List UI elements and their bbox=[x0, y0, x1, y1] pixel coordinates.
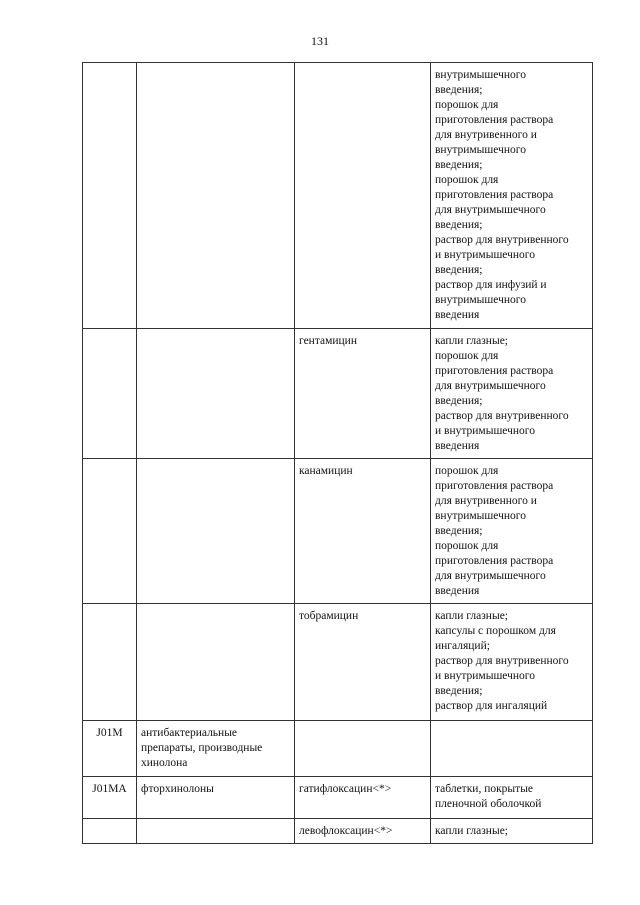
table-row bbox=[83, 604, 593, 721]
dosage-form-line: раствор для внутривенного bbox=[435, 410, 569, 422]
dosage-form-line: введения; bbox=[435, 395, 483, 407]
dosage-form-line: приготовления раствора bbox=[435, 189, 554, 201]
page-number: 131 bbox=[311, 34, 329, 48]
dosage-form-line: для внутримышечного bbox=[435, 204, 546, 216]
dosage-form-line: введения; bbox=[435, 219, 483, 231]
dosage-forms-cell bbox=[431, 459, 593, 604]
dosage-form-line: таблетки, покрытые bbox=[435, 783, 534, 795]
table-body bbox=[83, 63, 593, 844]
dosage-form-line: введения bbox=[435, 309, 480, 321]
group-line: фторхинолоны bbox=[141, 783, 214, 795]
dosage-form-line: введения; bbox=[435, 525, 483, 537]
dosage-form-line: введения bbox=[435, 585, 480, 597]
dosage-form-line: введения; bbox=[435, 159, 483, 171]
dosage-forms-cell bbox=[431, 819, 593, 844]
dosage-form-line: введения bbox=[435, 440, 480, 452]
drug-name-cell: канамицин bbox=[295, 459, 431, 604]
dosage-form-line: введения; bbox=[435, 84, 483, 96]
group-line: препараты, производные bbox=[141, 742, 263, 754]
drug-table bbox=[82, 62, 593, 844]
dosage-form-line: введения; bbox=[435, 685, 483, 697]
drug-name-cell: тобрамицин bbox=[295, 604, 431, 721]
dosage-form-line: раствор для инфузий и bbox=[435, 279, 547, 291]
dosage-form-line: внутримышечного bbox=[435, 144, 526, 156]
atc-code-cell bbox=[83, 459, 137, 604]
group-line: хинолона bbox=[141, 757, 188, 769]
dosage-form-line: и внутримышечного bbox=[435, 249, 535, 261]
dosage-form-line: для внутримышечного bbox=[435, 570, 546, 582]
dosage-forms-cell bbox=[431, 604, 593, 721]
group-cell bbox=[137, 329, 295, 459]
dosage-form-line: капсулы с порошком для bbox=[435, 625, 556, 637]
group-cell bbox=[137, 819, 295, 844]
dosage-forms-cell bbox=[431, 329, 593, 459]
dosage-form-line: порошок для bbox=[435, 465, 499, 477]
dosage-form-line: капли глазные; bbox=[435, 335, 508, 347]
table-row bbox=[83, 329, 593, 459]
dosage-form-line: и внутримышечного bbox=[435, 670, 535, 682]
dosage-form-line: ингаляций; bbox=[435, 640, 490, 652]
dosage-form-line: порошок для bbox=[435, 540, 499, 552]
dosage-form-line: раствор для внутривенного bbox=[435, 655, 569, 667]
table-row bbox=[83, 459, 593, 604]
table-row bbox=[83, 63, 593, 329]
drug-name-cell: гентамицин bbox=[295, 329, 431, 459]
dosage-forms-cell bbox=[431, 721, 593, 777]
atc-code-cell: J01M bbox=[83, 721, 137, 777]
table-row bbox=[83, 721, 593, 777]
dosage-form-line: и внутримышечного bbox=[435, 425, 535, 437]
dosage-form-line: внутримышечного bbox=[435, 69, 526, 81]
atc-code-cell bbox=[83, 604, 137, 721]
dosage-form-line: капли глазные; bbox=[435, 610, 508, 622]
dosage-form-line: порошок для bbox=[435, 174, 499, 186]
dosage-form-line: введения; bbox=[435, 264, 483, 276]
drug-name-cell: левофлоксацин<*> bbox=[295, 819, 431, 844]
atc-code-cell bbox=[83, 63, 137, 329]
group-cell bbox=[137, 459, 295, 604]
group-cell bbox=[137, 777, 295, 819]
table-row bbox=[83, 777, 593, 819]
dosage-form-line: внутримышечного bbox=[435, 294, 526, 306]
dosage-form-line: приготовления раствора bbox=[435, 365, 554, 377]
dosage-forms-cell bbox=[431, 63, 593, 329]
dosage-form-line: порошок для bbox=[435, 99, 499, 111]
dosage-form-line: порошок для bbox=[435, 350, 499, 362]
dosage-form-line: внутримышечного bbox=[435, 510, 526, 522]
drug-name-cell bbox=[295, 63, 431, 329]
group-cell bbox=[137, 721, 295, 777]
dosage-form-line: приготовления раствора bbox=[435, 114, 554, 126]
dosage-form-line: приготовления раствора bbox=[435, 555, 554, 567]
dosage-form-line: капли глазные; bbox=[435, 825, 508, 837]
group-cell bbox=[137, 63, 295, 329]
group-line: антибактериальные bbox=[141, 727, 238, 739]
dosage-form-line: приготовления раствора bbox=[435, 480, 554, 492]
dosage-form-line: для внутривенного и bbox=[435, 495, 537, 507]
table-row bbox=[83, 819, 593, 844]
atc-code-cell bbox=[83, 329, 137, 459]
atc-code-cell: J01MA bbox=[83, 777, 137, 819]
dosage-form-line: раствор для внутривенного bbox=[435, 234, 569, 246]
atc-code-cell bbox=[83, 819, 137, 844]
dosage-form-line: пленочной оболочкой bbox=[435, 798, 542, 810]
dosage-form-line: раствор для ингаляций bbox=[435, 700, 548, 712]
dosage-form-line: для внутримышечного bbox=[435, 380, 546, 392]
group-cell bbox=[137, 604, 295, 721]
dosage-forms-cell bbox=[431, 777, 593, 819]
drug-name-cell: гатифлоксацин<*> bbox=[295, 777, 431, 819]
dosage-form-line: для внутривенного и bbox=[435, 129, 537, 141]
drug-name-cell bbox=[295, 721, 431, 777]
